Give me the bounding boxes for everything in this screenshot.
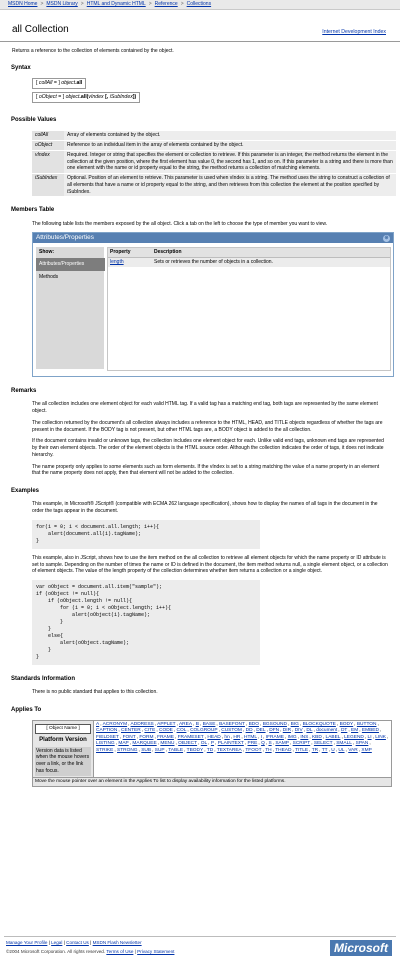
applies-to-link[interactable]: ACRONYM (102, 721, 128, 727)
applies-to-link[interactable]: OBJECT (178, 741, 198, 747)
footer-link-legal[interactable]: Legal (51, 940, 63, 945)
applies-to-link[interactable]: INS (300, 734, 309, 740)
breadcrumb-html-dhtml[interactable]: HTML and Dynamic HTML (86, 1, 146, 8)
applies-to-link[interactable]: DD (245, 728, 253, 734)
applies-to-link[interactable]: DT (340, 728, 348, 734)
applies-to-link[interactable]: COL (176, 728, 187, 734)
table-row (32, 174, 396, 197)
applies-to-link[interactable]: AREA (178, 721, 193, 727)
page-title: all Collection (12, 24, 69, 35)
title-row (0, 10, 400, 42)
applies-to-link[interactable]: SAMP (275, 741, 289, 747)
applies-to-link[interactable]: SMALL (336, 741, 352, 747)
applies-to-link[interactable]: PRE (247, 741, 258, 747)
applies-to-link[interactable]: TR (311, 747, 319, 753)
applies-to-link[interactable]: TBODY (186, 747, 204, 753)
tab-methods[interactable]: Methods (39, 273, 59, 280)
breadcrumb-separator: > (180, 1, 184, 8)
table-row (32, 141, 396, 151)
page-footer (0, 936, 400, 960)
possible-values-table (32, 130, 396, 196)
breadcrumb-separator: > (148, 1, 152, 8)
applies-to-link[interactable]: BASE (202, 721, 216, 727)
applies-to-object-cell (33, 720, 94, 777)
remarks-heading: Remarks (11, 388, 37, 395)
applies-to-link[interactable]: FRAMESET (177, 734, 204, 740)
tab-attributes-properties[interactable]: Attributes/Properties (36, 258, 105, 271)
syntax-line-1: [ collAll = ] object.all (32, 78, 86, 89)
applies-to-link[interactable]: TD (206, 747, 214, 753)
applies-to-link[interactable]: I (260, 734, 263, 740)
applies-to-table (32, 720, 392, 787)
applies-to-links: A, ACRONYM, ADDRESS, APPLET, AREA, B, BASE, BASEFONT, BDO, BGSOUND, BIG, BLOCKQUOTE, BODY, BUTTON, CAPTION, CENTER, CITE, CODE, COL, COLGROUP, CUSTOM, DD, DEL, DFN, DIR, DIV, DL, document, DT, EM, EMBED, FIELDSET, FONT, FORM, FRAME, FRAMESET, HEAD, hn, HR, HTML, I, IFRAME, IMG, INS, KBD, LABEL, LEGEND, LI, LINK, LISTING, MAP, MARQUEE, MENU, OBJECT, OL, P, PLAINTEXT, PRE, Q, S, SAMP, SCRIPT, SELECT, SMALL, SPAN, STRIKE, STRONG, SUB, SUP, TABLE, TBODY, TD, TEXTAREA, TFOOT, TH, THEAD, TITLE, TR, TT, U, UL, VAR, XMP (94, 720, 392, 777)
remarks-paragraph: The name property only applies to some elements such as form elements. If the vIndex is set to a string matching the value of a name property in an element that the name property does not apply, then that element will not be added to the collection. (32, 463, 380, 477)
applies-to-link[interactable]: TT (321, 747, 328, 753)
object-name-box: [ Object Name ] (35, 724, 91, 734)
syntax-block (32, 78, 388, 106)
members-list-table (108, 248, 390, 267)
possible-values-heading: Possible Values (11, 117, 57, 124)
param-desc: Optional. Position of an element to retrieve. This parameter is used when vIndex is a string. The method uses the string to construct a collection of all elements that have a name or id property equal to the string, and then retrieves from this collection the element at the position specified by iSubIndex. (64, 174, 396, 197)
members-table-heading: Members Table (11, 207, 55, 214)
members-widget-header (33, 233, 393, 243)
column-header-description: Description (152, 248, 390, 257)
applies-to-link[interactable]: B (195, 721, 199, 727)
collapse-toggle-icon[interactable]: ⊕ (384, 234, 389, 241)
breadcrumb-msdn-home[interactable]: MSDN Home (8, 1, 38, 8)
table-header-row (108, 248, 390, 257)
param-name: vIndex (32, 150, 64, 173)
applies-to-link[interactable]: CUSTOM (221, 728, 242, 734)
hover-note: Version data is listed when the mouse hovers over a link, or the link has focus. (36, 747, 90, 774)
microsoft-logo: Microsoft (330, 940, 392, 956)
applies-to-link[interactable]: A (96, 721, 100, 727)
breadcrumb-reference[interactable]: Reference (154, 1, 178, 8)
applies-to-link[interactable]: DL (306, 728, 313, 734)
applies-to-link[interactable]: CODE (159, 728, 173, 734)
ie-index-link[interactable]: Internet Development Index (322, 29, 386, 36)
applies-to-link[interactable]: DEL (256, 728, 266, 734)
applies-to-link[interactable]: Q (261, 741, 265, 747)
applies-to-link[interactable]: DIV (294, 728, 303, 734)
applies-to-link[interactable]: CENTER (121, 728, 141, 734)
footer-links: Manage Your Profile | Legal | Contact Us | MSDN Flash Newsletter (6, 940, 142, 945)
applies-to-link[interactable]: BASEFONT (219, 721, 245, 727)
applies-to-link[interactable]: P (210, 741, 215, 747)
applies-to-link[interactable]: FRAME (157, 734, 174, 740)
members-widget-title: Attributes/Properties (36, 234, 94, 242)
applies-to-link[interactable]: ADDRESS (130, 721, 154, 727)
example-paragraph: This example, in Microsoft® JScript® (compatible with ECMA 262 language specification), shows how to display the names of all tags in the document in the order the tags appear in the document. (32, 501, 378, 514)
applies-to-link[interactable]: APPLET (157, 721, 176, 727)
applies-to-link[interactable]: VAR (348, 747, 358, 753)
example-paragraph: This example, also in JScript, shows how to use the item method on the all collection to retrieve all element objects for which the name property or ID attribute is set to sample. Depending on the number of times the name or ID is defined in the document, the item method returns null, a single element object, or a collection of element objects. The value of the length property of the collection determines whether item returns a collection or a single object. (32, 554, 388, 575)
table-row (32, 150, 396, 173)
applies-to-link[interactable]: FONT (122, 734, 136, 740)
applies-to-link[interactable]: SCRIPT (292, 741, 311, 747)
applies-to-link[interactable]: STRIKE (96, 747, 114, 753)
applies-to-link[interactable]: BIG (290, 721, 299, 727)
applies-to-link[interactable]: MARQUEE (132, 741, 157, 747)
applies-to-footer-note: Move the mouse pointer over an element in the Applies To list to display availability information for the listed platforms. (33, 777, 392, 786)
applies-to-link[interactable]: SPAN (355, 741, 369, 747)
footer-link-profile[interactable]: Manage Your Profile (6, 940, 48, 945)
column-header-property: Property (108, 248, 152, 257)
applies-to-link[interactable]: BODY (339, 721, 354, 727)
applies-to-link[interactable]: STRONG (117, 747, 138, 753)
applies-to-link[interactable]: LI (367, 734, 372, 740)
standards-text: There is no public standard that applies to this collection. (32, 689, 158, 696)
applies-to-link[interactable]: S (268, 741, 272, 747)
table-row (32, 131, 396, 141)
syntax-heading: Syntax (11, 65, 31, 72)
show-label: Show: (39, 249, 54, 256)
member-link-length[interactable]: length (110, 259, 124, 266)
applies-to-heading: Applies To (11, 706, 42, 713)
applies-to-link[interactable]: MAP (118, 741, 129, 747)
breadcrumb-collections[interactable]: Collections (186, 1, 212, 8)
applies-to-link[interactable]: SUP (154, 747, 165, 753)
platform-version-label: Platform Version (39, 737, 87, 744)
applies-to-link[interactable]: TITLE (295, 747, 309, 753)
members-intro: The following table lists the members exposed by the all object. Click a tab on the left to choose the type of member you want to view. (32, 220, 328, 227)
param-name: oObject (32, 141, 64, 151)
applies-to-link[interactable]: THEAD (275, 747, 292, 753)
applies-to-link[interactable]: IMG (287, 734, 297, 740)
examples-heading: Examples (11, 488, 40, 495)
applies-to-link[interactable]: KBD (311, 734, 322, 740)
applies-to-link[interactable]: TABLE (168, 747, 184, 753)
applies-to-link[interactable]: FORM (139, 734, 154, 740)
privacy-link[interactable]: Privacy Statement (137, 949, 175, 955)
applies-to-link[interactable]: LEGEND (344, 734, 364, 740)
standards-heading: Standards Information (11, 676, 76, 682)
breadcrumb-separator: > (80, 1, 84, 8)
applies-to-link[interactable]: DIR (282, 728, 292, 734)
code-sample: var oObject = document.all.item("sample"); if (oObject != null){ if (oObject.length != null){ for (i = 0; i < oObject.length; i++){ alert(oObject(i).tagName); } } else{ alert(oObject.tagName); } } (32, 580, 260, 665)
members-tabs (36, 247, 104, 369)
member-description: Sets or retrieves the number of objects in a collection. (152, 258, 390, 267)
applies-to-link[interactable]: HTML (244, 734, 258, 740)
remarks-paragraph: The collection returned by the document's all collection always includes a reference to the HTML, HEAD, and TITLE objects regardless of whether the tags are present in the document. If the BODY tag is not present, but other HTML tags are, a BODY object is added to the all collection. (32, 419, 383, 433)
applies-to-link[interactable]: SUB (141, 747, 152, 753)
applies-to-link[interactable]: TEXTAREA (216, 747, 242, 753)
code-sample: for(i = 0; i < document.all.length; i++){ alert(document.all(i).tagName); } (32, 520, 260, 549)
applies-to-link[interactable]: FIELDSET (96, 734, 119, 740)
applies-to-link[interactable]: document (316, 728, 338, 734)
param-desc: Array of elements contained by the object. (64, 131, 396, 141)
applies-to-link[interactable]: BGSOUND (262, 721, 287, 727)
param-name: iSubIndex (32, 174, 64, 197)
applies-to-link[interactable]: HEAD (207, 734, 221, 740)
applies-to-link[interactable]: XMP (361, 747, 372, 753)
table-row (33, 777, 392, 786)
remarks-paragraph: The all collection includes one element object for each valid HTML tag. If a valid tag has a matching end tag, both tags are represented by the same element object. (32, 401, 378, 415)
main-content (0, 48, 400, 787)
param-desc: Reference to an individual item in the array of elements contained by the object. (64, 141, 396, 151)
members-widget (32, 232, 394, 377)
breadcrumb-separator: > (40, 1, 44, 8)
syntax-line-2: [ oObject = ] object.all(vIndex [, iSubIndex]) (32, 92, 140, 103)
copyright-text: ©2004 Microsoft Corporation. All rights reserved. (6, 949, 106, 955)
table-row (108, 258, 390, 267)
param-name: collAll (32, 131, 64, 141)
applies-to-link[interactable]: COLGROUP (190, 728, 218, 734)
applies-to-link[interactable]: LABEL (325, 734, 341, 740)
applies-to-link[interactable]: IFRAME (265, 734, 284, 740)
applies-to-link[interactable]: CAPTION (96, 728, 118, 734)
applies-to-link[interactable]: UL (338, 747, 345, 753)
members-list (107, 247, 391, 371)
param-desc: Required. Integer or string that specifies the element or collection to retrieve. If this parameter is an integer, the method returns the element in the collection at the given position, where the first element has value 0, the second has 1, and so on. If this parameter is a string and there is more than one element with the name or id property equal to the string, the method returns a collection of matching elements. (64, 150, 396, 173)
intro-text: Returns a reference to the collection of elements contained by the object. (12, 47, 174, 54)
applies-to-link[interactable]: LINK (375, 734, 386, 740)
applies-to-link[interactable]: SELECT (313, 741, 333, 747)
applies-to-link[interactable]: HR (233, 734, 241, 740)
applies-to-link[interactable]: BDO (248, 721, 260, 727)
applies-to-link[interactable]: EM (351, 728, 359, 734)
footer-copyright: ©2004 Microsoft Corporation. All rights reserved. Terms of Use | Privacy Statement (6, 949, 175, 955)
breadcrumb-msdn-library[interactable]: MSDN Library (46, 1, 78, 8)
applies-to-link[interactable]: CITE (144, 728, 156, 734)
applies-to-link[interactable]: DFN (269, 728, 280, 734)
applies-to-link[interactable]: BLOCKQUOTE (302, 721, 336, 727)
applies-to-link[interactable]: hn (224, 734, 230, 740)
terms-link[interactable]: Terms of Use (106, 949, 134, 955)
footer-link-newsletter[interactable]: MSDN Flash Newsletter (92, 940, 142, 945)
applies-to-link[interactable]: MENU (160, 741, 175, 747)
breadcrumb (0, 0, 400, 10)
applies-to-link[interactable]: TFOOT (245, 747, 262, 753)
applies-to-link[interactable]: PLAINTEXT (217, 741, 244, 747)
applies-to-link[interactable]: BUTTON (356, 721, 377, 727)
applies-to-link[interactable]: U (331, 747, 335, 753)
table-row (33, 720, 392, 777)
applies-to-link[interactable]: TH (265, 747, 272, 753)
footer-link-contact[interactable]: Contact Us (66, 940, 89, 945)
applies-to-link[interactable]: EMBED (361, 728, 379, 734)
applies-to-link[interactable]: OL (200, 741, 208, 747)
applies-to-link[interactable]: LISTING (96, 741, 115, 747)
remarks-paragraph: If the document contains invalid or unknown tags, the collection includes one element object for each. Unlike valid end tags, unknown end tags are represented by their own element objects. The order of the element objects is the HTML source order. Although the collection indicates the order of tags, it does not indicate hierarchy. (32, 438, 384, 458)
